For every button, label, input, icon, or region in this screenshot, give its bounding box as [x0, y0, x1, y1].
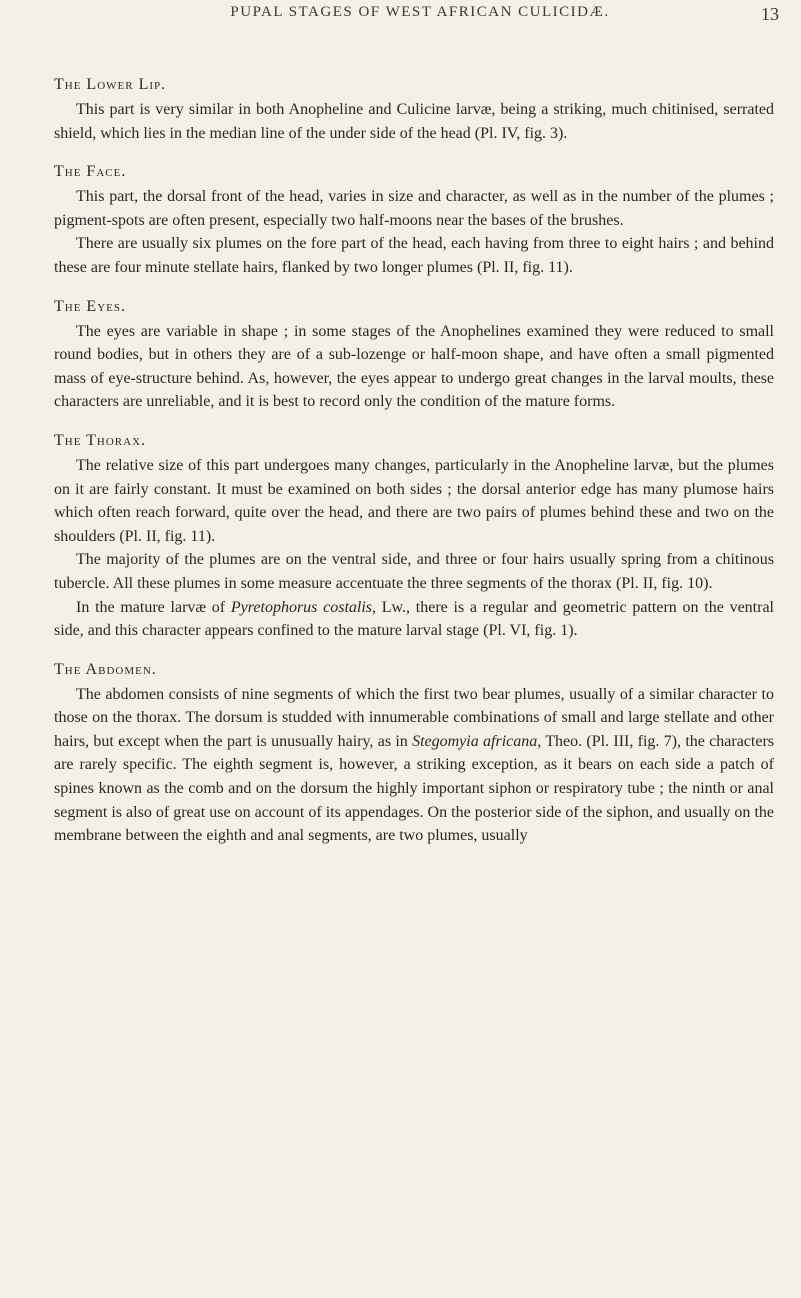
- section-face: [54, 161, 774, 279]
- page-body: [54, 74, 774, 864]
- paragraph: The relative size of this part undergoes many changes, particularly in the Anopheline larvæ, but the plumes on it are fairly constant. It must be examined on both sides ; the dorsal anterior edge has many plumose hairs which often reach forward, quite over the head, and there are two pairs of plumes behind these and two on the shoulders (Pl. II, fig. 11).: [54, 456, 774, 545]
- paragraph: In the mature larvæ of Pyretophorus costalis, Lw., there is a regular and geometric pattern on the ventral side, and this character appears confined to the mature larval stage (Pl. VI, fig. 1).: [54, 598, 774, 640]
- paragraph: This part is very similar in both Anopheline and Culicine larvæ, being a striking, much chitinised, serrated shield, which lies in the median line of the under side of the head (Pl. IV, fig. 3).: [54, 101, 774, 142]
- section-heading: The Eyes.: [54, 297, 126, 315]
- section-thorax: [54, 430, 774, 643]
- section-heading: The Lower Lip.: [54, 76, 167, 93]
- page-number: 13: [761, 4, 779, 24]
- section-abdomen: [54, 659, 774, 848]
- section-lower-lip: [54, 74, 774, 145]
- running-head: PUPAL STAGES OF WEST AFRICAN CULICIDÆ.: [230, 4, 610, 20]
- section-heading: The Abdomen.: [54, 660, 157, 678]
- section-heading: The Face.: [54, 163, 127, 181]
- section-heading: The Thorax.: [54, 431, 147, 449]
- paragraph: There are usually six plumes on the fore part of the head, each having from three to eight hairs ; and behind these are four minute stellate hairs, flanked by two longer plumes (Pl. II, fig. 11).: [54, 235, 774, 276]
- paragraph: This part, the dorsal front of the head, varies in size and character, as well as in the number of the plumes ; pigment-spots are often present, especially two half-moons near the bases of the brushes.: [54, 188, 774, 229]
- paragraph: The majority of the plumes are on the ventral side, and three or four hairs usually spring from a chitinous tubercle. All these plumes in some measure accentuate the three segments of the thorax (Pl. II, fig. 10).: [54, 551, 774, 592]
- paragraph: The eyes are variable in shape ; in some stages of the Anophelines examined they were reduced to small round bodies, but in others they are of a sub-lozenge or half-moon shape, and have often a small pigmented mass of eye-structure behind. As, however, the eyes appear to undergo great changes in the larval moults, these characters are unreliable, and it is best to record only the condition of the mature forms.: [54, 322, 774, 411]
- section-eyes: [54, 296, 774, 414]
- paragraph: The abdomen consists of nine segments of which the first two bear plumes, usually of a similar character to those on the thorax. The dorsum is studded with innumerable combinations of small and large stellate and other hairs, but except when the part is unusually hairy, as in Stegomyia africana, Theo. (Pl. III, fig. 7), the characters are rarely specific. The eighth segment is, however, a striking exception, as it bears on each side a patch of spines known as the comb and on the dorsum the highly important siphon or respiratory tube ; the ninth or anal segment is also of great use on account of its appendages. On the posterior side of the siphon, and usually on the membrane between the eighth and anal segments, are two plumes, usually: [54, 685, 775, 845]
